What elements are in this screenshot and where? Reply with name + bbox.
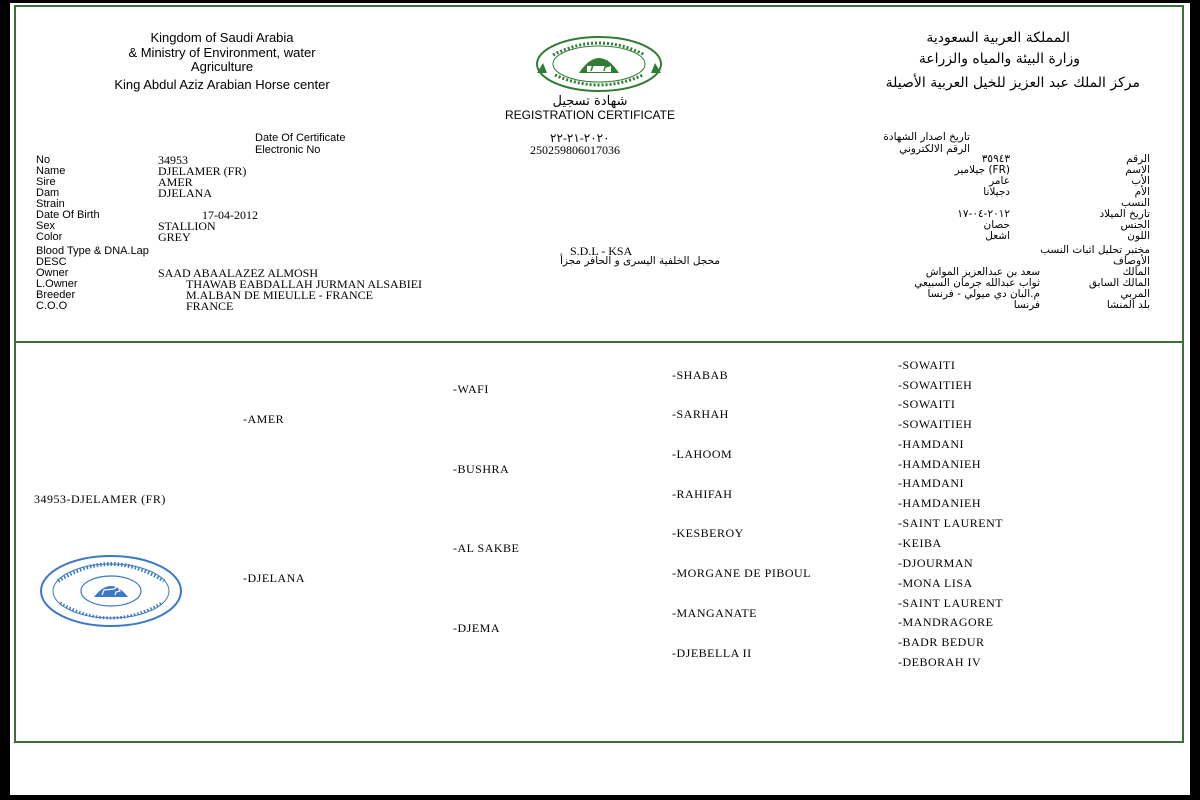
field-label: C.O.O: [36, 300, 68, 312]
pedigree-gen3: -SHABAB: [672, 368, 729, 382]
field-value-ar: ٣٥٩٤٣: [981, 153, 1010, 165]
pedigree-gen4: -BADR BEDUR: [898, 635, 985, 649]
field-label: Strain: [36, 198, 65, 210]
field-value: STALLION: [158, 219, 216, 233]
pedigree-gen3: -KESBEROY: [672, 526, 744, 540]
pedigree-gen3: -MORGANE DE PIBOUL: [672, 566, 811, 580]
field-label: Date Of Birth: [36, 209, 100, 221]
field-value: M.ALBAN DE MIEULLE - FRANCE: [186, 288, 373, 302]
date-of-certificate-label-ar: تاريخ اصدار الشهادة: [883, 131, 970, 143]
field-label: Dam: [36, 187, 60, 199]
certificate-page: [10, 3, 1190, 795]
field-label-ar: اللون: [1127, 230, 1150, 242]
electronic-no-label-ar: الرقم الالكتروني: [899, 143, 970, 155]
field-value-ar: ٢٠١٢-٠٤-١٧: [957, 208, 1010, 220]
pedigree-gen4: -HAMDANIEH: [898, 457, 981, 471]
pedigree-gen4: -DJOURMAN: [898, 556, 974, 570]
header-en-line1: Kingdom of Saudi Arabia: [150, 30, 294, 45]
field-value: FRANCE: [186, 299, 234, 313]
field-label: Sire: [36, 176, 56, 188]
pedigree-gen2: -AL SAKBE: [453, 541, 520, 555]
pedigree-gen3: -SARHAH: [672, 407, 729, 421]
field-value: DJELANA: [158, 186, 212, 200]
pedigree-gen4: -SOWAITIEH: [898, 378, 973, 392]
pedigree-gen4: -HAMDANI: [898, 437, 964, 451]
field-label: Blood Type & DNA.Lap: [36, 245, 149, 257]
field-value-ar: سعد بن عبدالعزيز المواش: [925, 266, 1040, 278]
pedigree-gen4: -DEBORAH IV: [898, 655, 982, 669]
field-label: Name: [36, 165, 66, 177]
field-label-ar: الجنس: [1120, 219, 1150, 231]
field-value: S.D.L - KSA: [570, 244, 633, 258]
date-of-certificate-label: Date Of Certificate: [255, 132, 346, 144]
header-ar-line2: وزارة البيئة والمياه والزراعة: [918, 51, 1080, 67]
field-value-ar: عامر: [989, 175, 1010, 187]
pedigree-gen3: -RAHIFAH: [672, 487, 733, 501]
title-en: REGISTRATION CERTIFICATE: [504, 108, 675, 122]
electronic-no-value: 250259806017036: [530, 143, 620, 157]
pedigree-gen4: -HAMDANIEH: [898, 496, 981, 510]
pedigree-dam: -DJELANA: [243, 571, 305, 585]
field-value: GREY: [158, 230, 191, 244]
field-label-ar: تاريخ الميلاد: [1099, 208, 1150, 220]
pedigree-gen4: -SAINT LAURENT: [898, 516, 1004, 530]
pedigree-gen4: -SOWAITI: [898, 397, 956, 411]
pedigree-gen4: -HAMDANI: [898, 476, 964, 490]
pedigree-gen4: -MANDRAGORE: [898, 615, 994, 629]
date-of-certificate-value: ٢٠٢٠-٢١-٢٢: [550, 131, 610, 145]
pedigree-gen2: -BUSHRA: [453, 462, 510, 476]
field-label-ar: النسب: [1121, 197, 1150, 209]
field-value: THAWAB EABDALLAH JURMAN ALSABIEI: [186, 277, 423, 291]
field-label: Breeder: [36, 289, 76, 301]
field-value: AMER: [158, 175, 193, 189]
pedigree-gen4: -SOWAITIEH: [898, 417, 973, 431]
field-value-ar: ثواب عبدالله جرمان السبيعي: [914, 277, 1040, 289]
pedigree-gen2: -DJEMA: [453, 621, 500, 635]
field-value-ar: حصان: [983, 219, 1010, 231]
field-value-ar: م.البان دي ميولي - فرنسا: [927, 288, 1040, 300]
field-label: L.Owner: [36, 278, 78, 290]
field-value-ar: فرنسا: [1013, 299, 1040, 311]
ministry-logo: [523, 33, 675, 95]
electronic-no-label: Electronic No: [255, 144, 321, 156]
field-label-ar: مختبر تحليل اثبات النسب: [1040, 244, 1150, 256]
title-ar: شهادة تسجيل: [552, 94, 628, 109]
pedigree-gen4: -MONA LISA: [898, 576, 973, 590]
pedigree-gen2: -WAFI: [453, 382, 489, 396]
field-label: No: [36, 154, 51, 166]
field-label-ar: الأب: [1131, 175, 1150, 187]
field-value: 17-04-2012: [202, 208, 258, 222]
field-label-ar: الاسم: [1125, 164, 1150, 176]
pedigree-gen3: -MANGANATE: [672, 606, 757, 620]
pedigree-gen3: -DJEBELLA II: [672, 646, 752, 660]
field-label-ar: المالك السابق: [1088, 277, 1150, 289]
field-value: SAAD ABAALAZEZ ALMOSH: [158, 266, 319, 280]
field-value: DJELAMER (FR): [158, 164, 247, 178]
field-label: DESC: [36, 256, 67, 268]
field-value-ar: اشعل: [985, 230, 1010, 242]
field-value: 34953: [158, 153, 188, 167]
pedigree-gen4: -SOWAITI: [898, 358, 956, 372]
field-label: Sex: [36, 220, 55, 232]
field-label-ar: الأم: [1134, 186, 1150, 198]
header-en-line3: Agriculture: [190, 59, 254, 74]
section-divider: [14, 341, 1184, 343]
field-value: محجل الخلفية اليسرى و الحافر مجزأ: [559, 255, 720, 267]
header-en-line2: & Ministry of Environment, water: [128, 45, 316, 60]
pedigree-gen4: -SAINT LAURENT: [898, 596, 1004, 610]
field-label: Owner: [36, 267, 69, 279]
pedigree-gen3: -LAHOOM: [672, 447, 733, 461]
pedigree-subject: 34953-DJELAMER (FR): [34, 492, 166, 506]
header-en-line4: King Abdul Aziz Arabian Horse center: [114, 77, 330, 92]
pedigree-sire: -AMER: [243, 412, 285, 426]
pedigree-gen4: -KEIBA: [898, 536, 942, 550]
registry-stamp: [38, 553, 184, 629]
field-label-ar: الأوصاف: [1113, 255, 1150, 267]
header-ar-line3: مركز الملك عبد العزيز للخيل العربية الأصيلة: [885, 75, 1140, 91]
field-label-ar: المالك: [1122, 266, 1150, 278]
field-value-ar: دجيلانا: [983, 186, 1010, 198]
field-label-ar: الرقم: [1126, 153, 1150, 165]
header-ar-line1: المملكة العربية السعودية: [926, 30, 1070, 46]
field-label-ar: المربي: [1120, 288, 1150, 300]
field-value-ar: (FR) جيلامير: [954, 164, 1010, 176]
field-label: Color: [36, 231, 63, 243]
field-label-ar: بلد المنشا: [1106, 299, 1150, 311]
